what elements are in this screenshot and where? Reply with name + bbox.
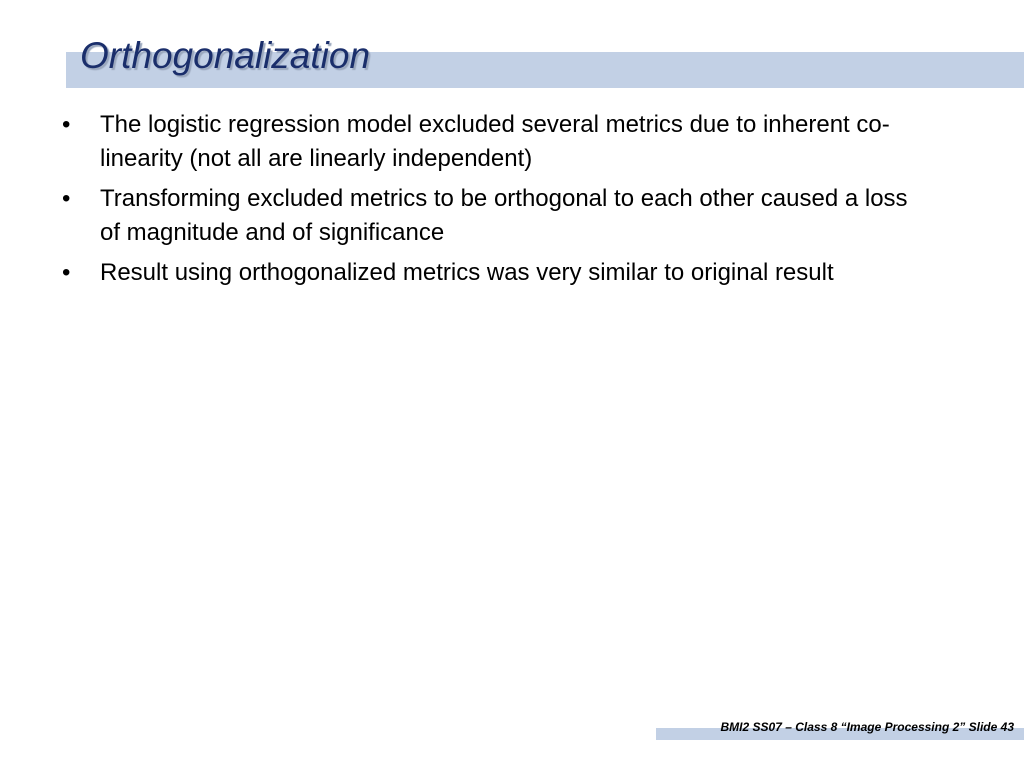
bullet-item: [62, 108, 922, 176]
bullet-text: Transforming excluded metrics to be orthogonal to each other caused a loss of magnitude and of significance: [100, 185, 908, 246]
slide-title: Orthogonalization: [80, 35, 371, 76]
bullet-text: Result using orthogonalized metrics was very similar to original result: [100, 259, 834, 286]
bullet-list: [62, 108, 922, 296]
bullet-item: [62, 182, 922, 250]
bullet-glyph: •: [62, 185, 71, 212]
bullet-item: [62, 256, 922, 290]
bullet-glyph: •: [62, 259, 71, 286]
bullet-text: The logistic regression model excluded several metrics due to inherent co-linearity (not all are linearly independent): [100, 111, 890, 172]
slide-footer: BMI2 SS07 – Class 8 “Image Processing 2” Slide 43: [720, 720, 1014, 734]
bullet-glyph: •: [62, 111, 71, 138]
